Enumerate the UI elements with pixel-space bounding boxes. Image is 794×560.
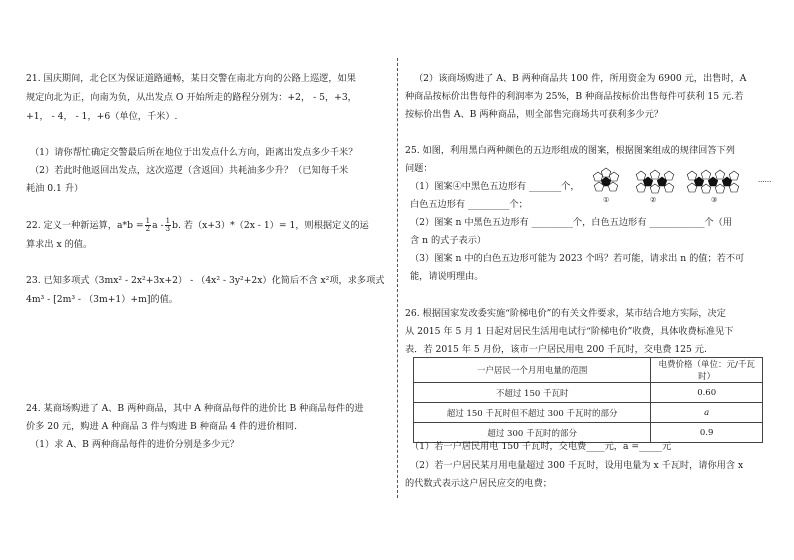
q21-part2-line1: （2）若此时他返回出发点，这次巡逻（含返回）共耗油多少升？（已知每千米 — [30, 165, 349, 176]
table-cell-range: 超过 150 千瓦时但不超过 300 千瓦时的部分 — [414, 403, 651, 423]
q22-mid: a - — [152, 220, 164, 231]
table-row — [414, 423, 763, 443]
q25-part1b: 白色五边形有 _________个； — [410, 199, 528, 210]
q26-part2-line1: （2）若一户居民某月用电量超过 300 千瓦时，设用电量为 x 千瓦时，请你用含 x — [410, 460, 744, 471]
table-cell-range: 超过 300 千瓦时的部分 — [414, 423, 651, 443]
q25-line1: 25. 如图，利用黑白两种颜色的五边形组成的图案，根据图案组成的规律回答下列 — [405, 145, 735, 156]
figure-label-3: ③ — [711, 196, 718, 204]
q25-part3-line1: （3）图案 n 中的白色五边形可能为 2023 个吗？若可能，请求出 n 的值；若不可 — [410, 253, 745, 264]
q25-part3-line2: 能，请说明理由。 — [410, 271, 484, 282]
table-cell-price: 0.9 — [651, 423, 763, 443]
q23-line2: 4m³ - [2m³ - （3m+1）+m]的值。 — [26, 294, 178, 305]
q24-part2-line1: （2）该商场购进了 A、B 两种商品共 100 件，所用资金为 6900 元，出售时，A — [414, 73, 747, 84]
q24-line1: 24. 某商场购进了 A、B 两种商品，其中 A 种商品每件的进价比 B 种商品每件的进 — [26, 403, 364, 414]
q24-part1: （1）求 A、B 两种商品每件的进价分别是多少元？ — [30, 439, 239, 450]
q22-line1 — [26, 218, 369, 233]
q25-pentagon-figures — [586, 164, 786, 206]
table-cell-price: a — [651, 403, 763, 423]
q24-line2: 价多 20 元，购进 A 种商品 3 件与购进 B 种商品 4 件的进价相同. — [26, 421, 298, 432]
q26-line2: 从 2015 年 5 月 1 日起对居民生活用电试行“阶梯电价”收费，具体收费标准见下 — [405, 326, 734, 337]
q21-line3: +1， - 4， - 1，+6（单位，千米）. — [26, 111, 178, 122]
q21-line2: 规定向北为正，向南为负，从出发点 O 开始所走的路程分别为：+2， - 5，+3， — [26, 92, 357, 103]
q21-part2-line2: 耗油 0.1 升） — [26, 183, 84, 194]
q25-line2: 问题： — [405, 163, 433, 174]
q21-line1: 21. 国庆期间，北仑区为保证道路通畅，某日交警在南北方向的公路上巡逻，如果 — [26, 73, 356, 84]
figure-label-1: ① — [603, 196, 610, 204]
figure-label-2: ② — [650, 196, 657, 204]
q23-line1: 23. 已知多项式（3mx² - 2x²+3x+2） - （4x² - 3y²+2x）化简后不含 x²项，求多项式 — [26, 275, 385, 286]
q26-line1: 26. 根据国家发改委实施“阶梯电价”的有关文件要求，某市结合地方实际，决定 — [405, 308, 726, 319]
q22-fraction-2: $\frac{1}{3}$ — [165, 217, 171, 233]
electricity-price-table — [413, 357, 763, 443]
q26-part1: （1）若一户居民用电 150 千瓦时，交电费____元，a =_____元 — [410, 441, 672, 452]
q22-line2: 算求出 x 的值。 — [26, 239, 93, 250]
figure-ellipsis: ...... — [758, 176, 772, 184]
pentagon-figure-2 — [636, 170, 674, 193]
q21-part1: （1）请你帮忙确定交警最后所在地位于出发点什么方向，距离出发点多少千米？ — [30, 147, 358, 158]
q22-fraction-1: $\frac{1}{2}$ — [145, 217, 151, 233]
q26-line3: 表．若 2015 年 5 月份，该市一户居民用电 200 千瓦时，交电费 125 元. — [405, 344, 707, 355]
column-divider — [397, 58, 398, 498]
table-header-row — [414, 358, 763, 383]
pentagon-figure-1 — [593, 168, 619, 191]
q24-part2-line3: 按标价出售 A、B 两种商品，则全部售完商场共可获利多少元？ — [405, 109, 664, 120]
q26-part2-line2: 的代数式表示这户居民应交的电费； — [405, 478, 552, 489]
table-cell-range: 不超过 150 千瓦时 — [414, 383, 651, 403]
q22-pre: 22. 定义一种新运算，a*b = — [26, 220, 144, 231]
q22-post: b. 若（x+3）*（2x - 1）= 1，则根据定义的运 — [172, 220, 369, 231]
table-header-price: 电费价格（单位：元/千瓦时） — [651, 358, 763, 383]
table-row — [414, 403, 763, 423]
table-cell-price: 0.60 — [651, 383, 763, 403]
pentagon-figure-3 — [687, 170, 739, 193]
table-row — [414, 383, 763, 403]
q25-part1: （1）图案④中黑色五边形有 _______个， — [410, 181, 580, 192]
table-header-range: 一户居民一个月用电量的范围 — [414, 358, 651, 383]
q25-part2-line2: 含 n 的式子表示） — [410, 235, 487, 246]
q25-part2-line1: （2）图案 n 中黑色五边形有 _________个，白色五边形有 ____________个（用 — [410, 217, 733, 228]
q24-part2-line2: 种商品按标价出售每件的利润率为 25%，B 种商品按标价出售每件可获利 15 元.若 — [405, 91, 744, 102]
